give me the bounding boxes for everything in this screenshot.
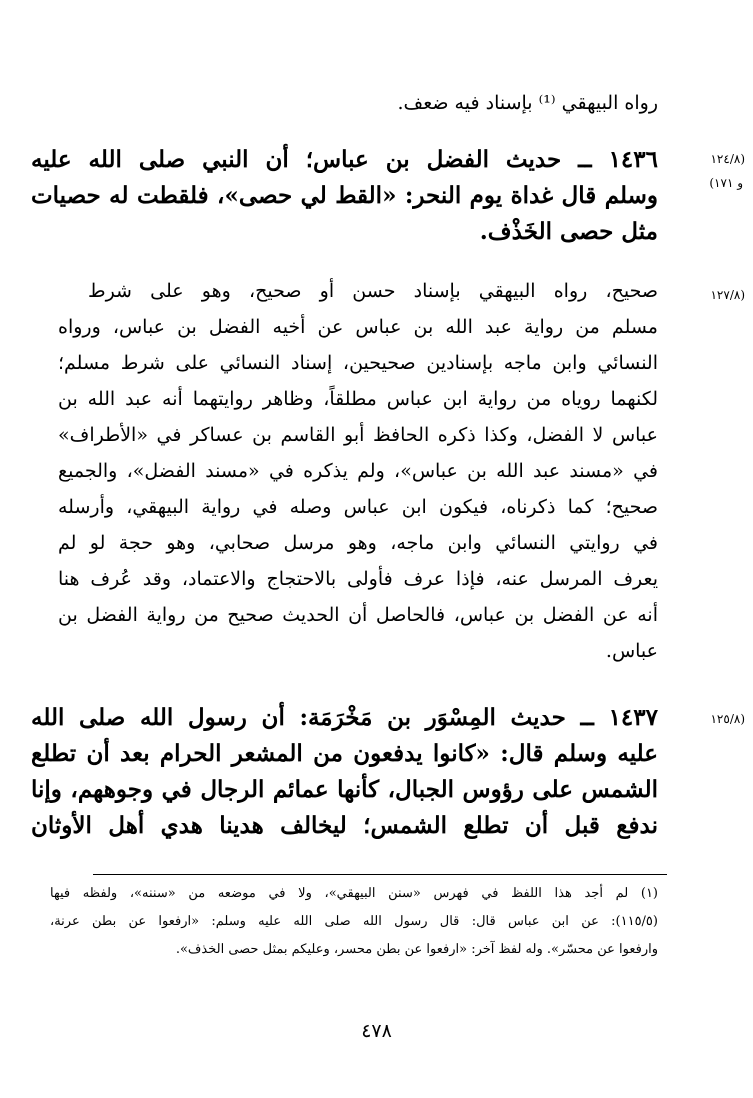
commentary-line: يعرف المرسل عنه، فإذا عرف فأولى بالاحتجاج والاعتماد، وقد عُرف هنا [58,568,658,590]
footnote-line: وارفعوا عن محسّر». وله لفظ آخر: «ارفعوا عن بطن محسر، وعليكم بمثل حصى الخذف». [175,942,658,957]
margin-reference: (١٢٥/٨ [710,712,745,726]
commentary-line: النسائي وابن ماجه بإسنادين صحيحين، إسناد النسائي على شرط مسلم؛ [58,352,658,374]
commentary-line: عباس لا الفضل، وكذا ذكره الحافظ أبو القاسم بن عساكر في «الأطراف» [58,424,658,446]
commentary-line: مسلم من رواية عبد الله بن عباس عن أخيه الفضل بن عباس، ورواه [58,316,658,338]
hadith-1437-line: الشمس على رؤوس الجبال، كأنها عمائم الرجال في وجوههم، وإنا [31,776,658,803]
hadith-1437-line: ندفع قبل أن تطلع الشمس؛ ليخالف هدينا هدي أهل الأوثان [31,812,658,839]
commentary-line: عباس. [605,640,658,662]
commentary-line: لكنهما روياه من رواية ابن عباس مطلقاً، وظاهر روايتهما أنه عبد الله بن [58,388,658,410]
footnote-line: (١١٥/٥): عن ابن عباس قال: قال رسول الله صلى الله عليه وسلم: «ارفعوا عن بطن عرنة، [50,914,658,929]
commentary-line: أنه عن الفضل بن عباس، فالحاصل أن الحديث صحيح من رواية الفضل بن [58,604,658,626]
commentary-line: صحيح، رواه البيهقي بإسناد حسن أو صحيح، وهو على شرط [88,280,658,302]
footnote-line: (١) لم أجد هذا اللفظ في فهرس «سنن البيهقي»، ولا في موضعه من «سننه»، ولفظه فيها [50,886,658,901]
margin-reference: (١٢٤/٨ [710,152,745,166]
hadith-1436-line: ١٤٣٦ ــ حديث الفضل بن عباس؛ أن النبي صلى الله عليه [31,146,658,173]
hadith-1437-line: عليه وسلم قال: «كانوا يدفعون من المشعر الحرام بعد أن تطلع [31,740,658,767]
commentary-line: صحيح؛ كما ذكرناه، فيكون ابن عباس وصله في رواية البيهقي، وأرسله [58,496,658,518]
hadith-1436-line: مثل حصى الخَذْف. [479,218,658,245]
intro-line: رواه البيهقي ⁽¹⁾ بإسناد فيه ضعف. [397,92,658,114]
commentary-line: في «مسند عبد الله بن عباس»، ولم يذكره في «مسند الفضل»، والجميع [58,460,658,482]
hadith-1437-line: ١٤٣٧ ــ حديث المِسْوَر بن مَخْرَمَة: أن رسول الله صلى الله [31,704,658,731]
page-number: ٤٧٨ [361,1020,392,1042]
commentary-line: في روايتي النسائي وابن ماجه، وهو مرسل صحابي، وهو حجة لو لم [58,532,658,554]
hadith-1436-line: وسلم قال غداة يوم النحر: «القط لي حصى»، فلقطت له حصيات [31,182,658,209]
footnote-divider [93,874,667,875]
margin-reference: (١٢٧/٨ [710,288,745,302]
margin-reference: و ١٧١) [709,176,743,190]
